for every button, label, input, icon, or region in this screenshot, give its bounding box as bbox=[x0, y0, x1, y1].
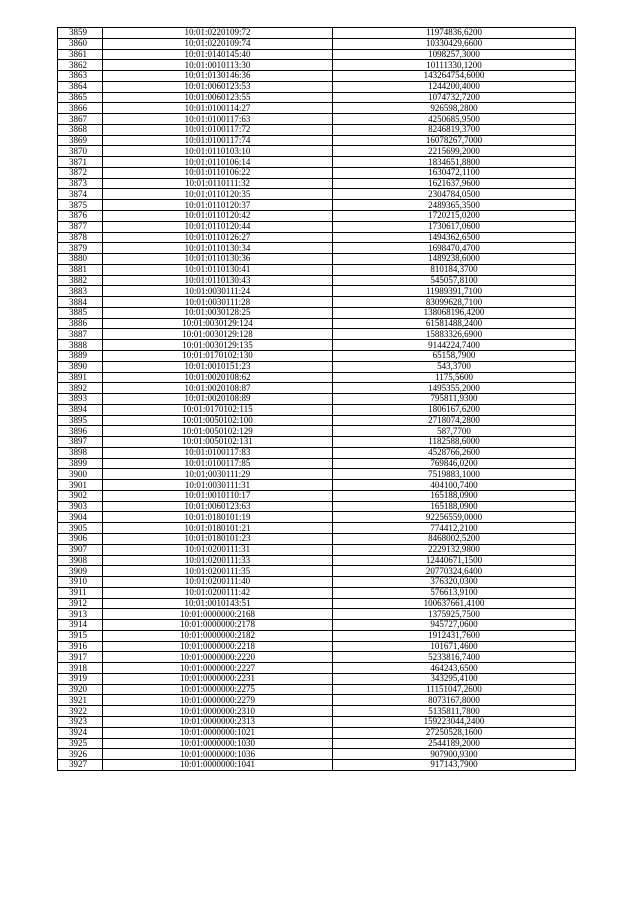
value-cell: 65158,7900 bbox=[333, 350, 576, 361]
row-number-cell: 3876 bbox=[58, 211, 103, 222]
table-row bbox=[58, 38, 576, 49]
table-row bbox=[58, 738, 576, 749]
value-cell: 1621637,9600 bbox=[333, 178, 576, 189]
value-cell: 10330429,6600 bbox=[333, 38, 576, 49]
value-cell: 8468002,5200 bbox=[333, 533, 576, 544]
row-number-cell: 3916 bbox=[58, 641, 103, 652]
table-row bbox=[58, 523, 576, 534]
table-row bbox=[58, 727, 576, 738]
value-cell: 2489365,3500 bbox=[333, 200, 576, 211]
row-number-cell: 3919 bbox=[58, 673, 103, 684]
cadastral-number-cell: 10:01:0100117:83 bbox=[103, 447, 333, 458]
row-number-cell: 3861 bbox=[58, 49, 103, 60]
value-cell: 5135811,7800 bbox=[333, 706, 576, 717]
table-row bbox=[58, 211, 576, 222]
table-row bbox=[58, 663, 576, 674]
value-cell: 907900,9300 bbox=[333, 749, 576, 760]
table-row bbox=[58, 437, 576, 448]
value-cell: 61581488,2400 bbox=[333, 318, 576, 329]
table-row bbox=[58, 318, 576, 329]
row-number-cell: 3888 bbox=[58, 340, 103, 351]
cadastral-number-cell: 10:01:0110111:32 bbox=[103, 178, 333, 189]
table-row bbox=[58, 146, 576, 157]
cadastral-number-cell: 10:01:0000000:2275 bbox=[103, 684, 333, 695]
cadastral-number-cell: 10:01:0050102:129 bbox=[103, 426, 333, 437]
row-number-cell: 3859 bbox=[58, 28, 103, 39]
cadastral-number-cell: 10:01:0220109:74 bbox=[103, 38, 333, 49]
table-row bbox=[58, 124, 576, 135]
value-cell: 1175,5600 bbox=[333, 372, 576, 383]
cadastral-number-cell: 10:01:0010110:17 bbox=[103, 490, 333, 501]
table-row bbox=[58, 652, 576, 663]
row-number-cell: 3874 bbox=[58, 189, 103, 200]
row-number-cell: 3871 bbox=[58, 157, 103, 168]
table-row bbox=[58, 81, 576, 92]
value-cell: 83099628,7100 bbox=[333, 297, 576, 308]
cadastral-number-cell: 10:01:0030111:24 bbox=[103, 286, 333, 297]
row-number-cell: 3873 bbox=[58, 178, 103, 189]
row-number-cell: 3866 bbox=[58, 103, 103, 114]
value-cell: 1630472,1100 bbox=[333, 167, 576, 178]
cadastral-value-table bbox=[57, 27, 576, 771]
value-cell: 576613,9100 bbox=[333, 587, 576, 598]
value-cell: 917143,7900 bbox=[333, 760, 576, 771]
cadastral-number-cell: 10:01:0030128:25 bbox=[103, 307, 333, 318]
table-row bbox=[58, 221, 576, 232]
table-row bbox=[58, 684, 576, 695]
row-number-cell: 3869 bbox=[58, 135, 103, 146]
cadastral-number-cell: 10:01:0220109:72 bbox=[103, 28, 333, 39]
table-row bbox=[58, 587, 576, 598]
cadastral-number-cell: 10:01:0200111:31 bbox=[103, 544, 333, 555]
row-number-cell: 3894 bbox=[58, 404, 103, 415]
value-cell: 587,7700 bbox=[333, 426, 576, 437]
row-number-cell: 3909 bbox=[58, 566, 103, 577]
row-number-cell: 3880 bbox=[58, 254, 103, 265]
value-cell: 1730617,0600 bbox=[333, 221, 576, 232]
table-row bbox=[58, 426, 576, 437]
table-row bbox=[58, 415, 576, 426]
value-cell: 1495355,2000 bbox=[333, 383, 576, 394]
table-row bbox=[58, 490, 576, 501]
table-body bbox=[58, 28, 576, 771]
value-cell: 1182588,6000 bbox=[333, 437, 576, 448]
cadastral-number-cell: 10:01:0110130:34 bbox=[103, 243, 333, 254]
cadastral-number-cell: 10:01:0110120:35 bbox=[103, 189, 333, 200]
value-cell: 376320,0300 bbox=[333, 577, 576, 588]
table-row bbox=[58, 458, 576, 469]
row-number-cell: 3923 bbox=[58, 717, 103, 728]
table-row bbox=[58, 706, 576, 717]
table-row bbox=[58, 286, 576, 297]
row-number-cell: 3925 bbox=[58, 738, 103, 749]
row-number-cell: 3882 bbox=[58, 275, 103, 286]
value-cell: 926598,2800 bbox=[333, 103, 576, 114]
value-cell: 11151047,2600 bbox=[333, 684, 576, 695]
cadastral-number-cell: 10:01:0060123:55 bbox=[103, 92, 333, 103]
table-row bbox=[58, 760, 576, 771]
value-cell: 545057,8100 bbox=[333, 275, 576, 286]
cadastral-number-cell: 10:01:0100117:63 bbox=[103, 114, 333, 125]
cadastral-number-cell: 10:01:0000000:2178 bbox=[103, 620, 333, 631]
cadastral-number-cell: 10:01:0100117:72 bbox=[103, 124, 333, 135]
cadastral-number-cell: 10:01:0030111:29 bbox=[103, 469, 333, 480]
table-row bbox=[58, 103, 576, 114]
value-cell: 11989391,7100 bbox=[333, 286, 576, 297]
table-row bbox=[58, 157, 576, 168]
row-number-cell: 3898 bbox=[58, 447, 103, 458]
cadastral-number-cell: 10:01:0030111:28 bbox=[103, 297, 333, 308]
value-cell: 774412,2100 bbox=[333, 523, 576, 534]
row-number-cell: 3914 bbox=[58, 620, 103, 631]
row-number-cell: 3879 bbox=[58, 243, 103, 254]
row-number-cell: 3927 bbox=[58, 760, 103, 771]
cadastral-number-cell: 10:01:0020108:87 bbox=[103, 383, 333, 394]
value-cell: 5233816,7400 bbox=[333, 652, 576, 663]
row-number-cell: 3864 bbox=[58, 81, 103, 92]
cadastral-number-cell: 10:01:0010113:30 bbox=[103, 60, 333, 71]
table-row bbox=[58, 28, 576, 39]
cadastral-number-cell: 10:01:0000000:1030 bbox=[103, 738, 333, 749]
cadastral-number-cell: 10:01:0130146:36 bbox=[103, 71, 333, 82]
cadastral-number-cell: 10:01:0200111:33 bbox=[103, 555, 333, 566]
cadastral-number-cell: 10:01:0010143:51 bbox=[103, 598, 333, 609]
value-cell: 9144224,7400 bbox=[333, 340, 576, 351]
value-cell: 1720215,0200 bbox=[333, 211, 576, 222]
cadastral-number-cell: 10:01:0110106:14 bbox=[103, 157, 333, 168]
table-row bbox=[58, 297, 576, 308]
value-cell: 795811,9300 bbox=[333, 394, 576, 405]
cadastral-number-cell: 10:01:0000000:2227 bbox=[103, 663, 333, 674]
row-number-cell: 3910 bbox=[58, 577, 103, 588]
value-cell: 15883326,6900 bbox=[333, 329, 576, 340]
cadastral-number-cell: 10:01:0020108:62 bbox=[103, 372, 333, 383]
row-number-cell: 3907 bbox=[58, 544, 103, 555]
value-cell: 101671,4600 bbox=[333, 641, 576, 652]
table-row bbox=[58, 361, 576, 372]
table-row bbox=[58, 383, 576, 394]
row-number-cell: 3886 bbox=[58, 318, 103, 329]
value-cell: 945727,0600 bbox=[333, 620, 576, 631]
row-number-cell: 3922 bbox=[58, 706, 103, 717]
row-number-cell: 3862 bbox=[58, 60, 103, 71]
row-number-cell: 3915 bbox=[58, 630, 103, 641]
cadastral-number-cell: 10:01:0000000:2220 bbox=[103, 652, 333, 663]
table-row bbox=[58, 254, 576, 265]
row-number-cell: 3911 bbox=[58, 587, 103, 598]
table-row bbox=[58, 630, 576, 641]
row-number-cell: 3875 bbox=[58, 200, 103, 211]
cadastral-number-cell: 10:01:0110120:37 bbox=[103, 200, 333, 211]
value-cell: 2215699,2000 bbox=[333, 146, 576, 157]
row-number-cell: 3899 bbox=[58, 458, 103, 469]
row-number-cell: 3872 bbox=[58, 167, 103, 178]
row-number-cell: 3860 bbox=[58, 38, 103, 49]
cadastral-number-cell: 10:01:0140145:40 bbox=[103, 49, 333, 60]
cadastral-number-cell: 10:01:0110106:22 bbox=[103, 167, 333, 178]
table-row bbox=[58, 695, 576, 706]
table-row bbox=[58, 232, 576, 243]
row-number-cell: 3865 bbox=[58, 92, 103, 103]
row-number-cell: 3913 bbox=[58, 609, 103, 620]
value-cell: 1806167,6200 bbox=[333, 404, 576, 415]
table-row bbox=[58, 566, 576, 577]
row-number-cell: 3918 bbox=[58, 663, 103, 674]
cadastral-number-cell: 10:01:0000000:1041 bbox=[103, 760, 333, 771]
row-number-cell: 3878 bbox=[58, 232, 103, 243]
value-cell: 343295,4100 bbox=[333, 673, 576, 684]
value-cell: 100637661,4100 bbox=[333, 598, 576, 609]
cadastral-number-cell: 10:01:0100114:27 bbox=[103, 103, 333, 114]
value-cell: 4528766,2600 bbox=[333, 447, 576, 458]
table-row bbox=[58, 447, 576, 458]
cadastral-number-cell: 10:01:0000000:1021 bbox=[103, 727, 333, 738]
value-cell: 11974836,6200 bbox=[333, 28, 576, 39]
row-number-cell: 3924 bbox=[58, 727, 103, 738]
row-number-cell: 3893 bbox=[58, 394, 103, 405]
value-cell: 543,3700 bbox=[333, 361, 576, 372]
table-row bbox=[58, 394, 576, 405]
row-number-cell: 3884 bbox=[58, 297, 103, 308]
row-number-cell: 3908 bbox=[58, 555, 103, 566]
cadastral-number-cell: 10:01:0110130:43 bbox=[103, 275, 333, 286]
table-row bbox=[58, 598, 576, 609]
row-number-cell: 3896 bbox=[58, 426, 103, 437]
table-row bbox=[58, 469, 576, 480]
cadastral-number-cell: 10:01:0000000:2231 bbox=[103, 673, 333, 684]
row-number-cell: 3870 bbox=[58, 146, 103, 157]
table-row bbox=[58, 114, 576, 125]
value-cell: 138068196,4200 bbox=[333, 307, 576, 318]
value-cell: 165188,0900 bbox=[333, 501, 576, 512]
table-row bbox=[58, 480, 576, 491]
value-cell: 143264754,6000 bbox=[333, 71, 576, 82]
value-cell: 1494362,6500 bbox=[333, 232, 576, 243]
value-cell: 159223044,2400 bbox=[333, 717, 576, 728]
value-cell: 1098257,3000 bbox=[333, 49, 576, 60]
table-row bbox=[58, 749, 576, 760]
value-cell: 1375925,7500 bbox=[333, 609, 576, 620]
table-row bbox=[58, 501, 576, 512]
row-number-cell: 3867 bbox=[58, 114, 103, 125]
cadastral-number-cell: 10:01:0060123:63 bbox=[103, 501, 333, 512]
cadastral-number-cell: 10:01:0000000:2279 bbox=[103, 695, 333, 706]
value-cell: 1074732,7200 bbox=[333, 92, 576, 103]
table-row bbox=[58, 533, 576, 544]
row-number-cell: 3885 bbox=[58, 307, 103, 318]
cadastral-number-cell: 10:01:0170102:130 bbox=[103, 350, 333, 361]
table-row bbox=[58, 189, 576, 200]
table-row bbox=[58, 200, 576, 211]
table-row bbox=[58, 60, 576, 71]
row-number-cell: 3912 bbox=[58, 598, 103, 609]
value-cell: 810184,3700 bbox=[333, 264, 576, 275]
row-number-cell: 3897 bbox=[58, 437, 103, 448]
table-row bbox=[58, 350, 576, 361]
cadastral-number-cell: 10:01:0060123:53 bbox=[103, 81, 333, 92]
value-cell: 8073167,8000 bbox=[333, 695, 576, 706]
table-row bbox=[58, 49, 576, 60]
row-number-cell: 3890 bbox=[58, 361, 103, 372]
value-cell: 2544189,2000 bbox=[333, 738, 576, 749]
table-row bbox=[58, 577, 576, 588]
row-number-cell: 3921 bbox=[58, 695, 103, 706]
value-cell: 7519883,1000 bbox=[333, 469, 576, 480]
row-number-cell: 3904 bbox=[58, 512, 103, 523]
cadastral-number-cell: 10:01:0110120:42 bbox=[103, 211, 333, 222]
cadastral-number-cell: 10:01:0000000:2182 bbox=[103, 630, 333, 641]
value-cell: 2718074,2800 bbox=[333, 415, 576, 426]
table-row bbox=[58, 404, 576, 415]
table-row bbox=[58, 307, 576, 318]
row-number-cell: 3906 bbox=[58, 533, 103, 544]
cadastral-number-cell: 10:01:0200111:42 bbox=[103, 587, 333, 598]
row-number-cell: 3863 bbox=[58, 71, 103, 82]
cadastral-number-cell: 10:01:0110126:27 bbox=[103, 232, 333, 243]
table-row bbox=[58, 167, 576, 178]
cadastral-number-cell: 10:01:0200111:40 bbox=[103, 577, 333, 588]
value-cell: 1698470,4700 bbox=[333, 243, 576, 254]
row-number-cell: 3900 bbox=[58, 469, 103, 480]
table-row bbox=[58, 641, 576, 652]
cadastral-number-cell: 10:01:0100117:85 bbox=[103, 458, 333, 469]
table-row bbox=[58, 620, 576, 631]
table-row bbox=[58, 555, 576, 566]
cadastral-number-cell: 10:01:0010151:23 bbox=[103, 361, 333, 372]
row-number-cell: 3881 bbox=[58, 264, 103, 275]
table-row bbox=[58, 544, 576, 555]
table-row bbox=[58, 673, 576, 684]
value-cell: 12440671,1500 bbox=[333, 555, 576, 566]
value-cell: 165188,0900 bbox=[333, 490, 576, 501]
table-row bbox=[58, 275, 576, 286]
row-number-cell: 3920 bbox=[58, 684, 103, 695]
row-number-cell: 3883 bbox=[58, 286, 103, 297]
cadastral-number-cell: 10:01:0170102:115 bbox=[103, 404, 333, 415]
row-number-cell: 3891 bbox=[58, 372, 103, 383]
value-cell: 20770324,6400 bbox=[333, 566, 576, 577]
value-cell: 16078267,7000 bbox=[333, 135, 576, 146]
row-number-cell: 3901 bbox=[58, 480, 103, 491]
row-number-cell: 3887 bbox=[58, 329, 103, 340]
table-row bbox=[58, 71, 576, 82]
value-cell: 8246819,3700 bbox=[333, 124, 576, 135]
value-cell: 464243,6500 bbox=[333, 663, 576, 674]
value-cell: 1244200,4000 bbox=[333, 81, 576, 92]
value-cell: 2304784,0500 bbox=[333, 189, 576, 200]
value-cell: 1489238,6000 bbox=[333, 254, 576, 265]
value-cell: 92256559,0000 bbox=[333, 512, 576, 523]
table-row bbox=[58, 135, 576, 146]
cadastral-number-cell: 10:01:0000000:1036 bbox=[103, 749, 333, 760]
cadastral-number-cell: 10:01:0100117:74 bbox=[103, 135, 333, 146]
cadastral-number-cell: 10:01:0030129:128 bbox=[103, 329, 333, 340]
table-row bbox=[58, 512, 576, 523]
cadastral-number-cell: 10:01:0110130:41 bbox=[103, 264, 333, 275]
value-cell: 769846,0200 bbox=[333, 458, 576, 469]
value-cell: 1912431,7600 bbox=[333, 630, 576, 641]
cadastral-number-cell: 10:01:0180101:23 bbox=[103, 533, 333, 544]
cadastral-number-cell: 10:01:0000000:2310 bbox=[103, 706, 333, 717]
row-number-cell: 3905 bbox=[58, 523, 103, 534]
row-number-cell: 3892 bbox=[58, 383, 103, 394]
cadastral-number-cell: 10:01:0050102:131 bbox=[103, 437, 333, 448]
cadastral-number-cell: 10:01:0030129:124 bbox=[103, 318, 333, 329]
cadastral-number-cell: 10:01:0020108:89 bbox=[103, 394, 333, 405]
document-page bbox=[57, 27, 575, 771]
cadastral-number-cell: 10:01:0110130:36 bbox=[103, 254, 333, 265]
cadastral-number-cell: 10:01:0200111:35 bbox=[103, 566, 333, 577]
cadastral-number-cell: 10:01:0000000:2313 bbox=[103, 717, 333, 728]
cadastral-number-cell: 10:01:0000000:2168 bbox=[103, 609, 333, 620]
cadastral-number-cell: 10:01:0110103:10 bbox=[103, 146, 333, 157]
value-cell: 2229132,9800 bbox=[333, 544, 576, 555]
row-number-cell: 3895 bbox=[58, 415, 103, 426]
value-cell: 4250685,9500 bbox=[333, 114, 576, 125]
row-number-cell: 3903 bbox=[58, 501, 103, 512]
value-cell: 10111330,1200 bbox=[333, 60, 576, 71]
table-row bbox=[58, 372, 576, 383]
cadastral-number-cell: 10:01:0030129:135 bbox=[103, 340, 333, 351]
row-number-cell: 3902 bbox=[58, 490, 103, 501]
row-number-cell: 3889 bbox=[58, 350, 103, 361]
cadastral-number-cell: 10:01:0000000:2218 bbox=[103, 641, 333, 652]
table-row bbox=[58, 609, 576, 620]
table-row bbox=[58, 178, 576, 189]
cadastral-number-cell: 10:01:0180101:21 bbox=[103, 523, 333, 534]
value-cell: 404100,7400 bbox=[333, 480, 576, 491]
row-number-cell: 3917 bbox=[58, 652, 103, 663]
row-number-cell: 3868 bbox=[58, 124, 103, 135]
table-row bbox=[58, 243, 576, 254]
row-number-cell: 3926 bbox=[58, 749, 103, 760]
table-row bbox=[58, 329, 576, 340]
table-row bbox=[58, 264, 576, 275]
table-row bbox=[58, 717, 576, 728]
table-row bbox=[58, 340, 576, 351]
cadastral-number-cell: 10:01:0050102:100 bbox=[103, 415, 333, 426]
cadastral-number-cell: 10:01:0110120:44 bbox=[103, 221, 333, 232]
table-row bbox=[58, 92, 576, 103]
cadastral-number-cell: 10:01:0030111:31 bbox=[103, 480, 333, 491]
row-number-cell: 3877 bbox=[58, 221, 103, 232]
value-cell: 1834651,8800 bbox=[333, 157, 576, 168]
cadastral-number-cell: 10:01:0180101:19 bbox=[103, 512, 333, 523]
value-cell: 27250528,1600 bbox=[333, 727, 576, 738]
